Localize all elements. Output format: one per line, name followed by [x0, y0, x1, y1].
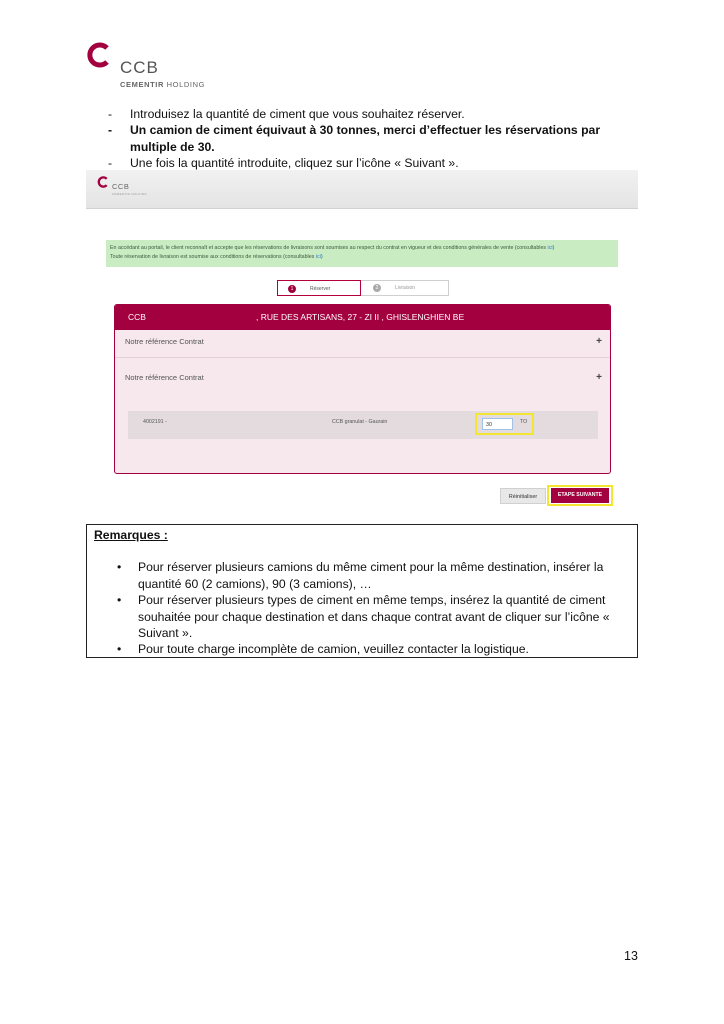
expand-icon[interactable]: +	[596, 336, 602, 347]
remark-item: • Pour réserver plusieurs types de ciment en même temps, insérez la quantité de ciment souhaitée pour chaque destination et dans chaque contrat avant de cliquer sur l’icône « Suivant ».	[117, 593, 610, 640]
contract-section[interactable]: Notre référence Contrat +	[125, 372, 602, 383]
reservation-panel	[114, 304, 611, 474]
terms-notice: En accédant au portail, le client reconnaît et accepte que les réservations de livraisons sont soumises au respect du contrat en vigueur et des conditions générales de vente (consultables ici) Toute réservation de livraison est soumise aux conditions de réservations (consultables ici)	[106, 240, 618, 267]
reset-button[interactable]: Réinitialiser	[500, 488, 546, 504]
next-step-button[interactable]: ETAPE SUIVANTE	[551, 488, 609, 503]
instruction-item: - Introduisez la quantité de ciment que vous souhaitez réserver.	[108, 107, 465, 121]
expand-icon[interactable]: +	[596, 372, 602, 383]
contract-reference: 4002191 -	[143, 419, 167, 425]
page-number: 13	[624, 949, 638, 963]
reservation-conditions-link[interactable]: ici	[315, 253, 321, 260]
remarks-box	[86, 524, 638, 658]
remark-item: • Pour réserver plusieurs camions du même ciment pour la même destination, insérer la quantité 60 (2 camions), 90 (3 camions), …	[117, 560, 604, 591]
instruction-item: - Une fois la quantité introduite, cliquez sur l’icône « Suivant ».	[108, 156, 459, 170]
portal-logo-icon	[97, 176, 109, 188]
quantity-input[interactable]: 30	[482, 418, 513, 430]
product-name: CCB granulat - Gaurain	[332, 419, 388, 425]
logo-subtitle: CEMENTIR HOLDING	[120, 80, 206, 89]
terms-link[interactable]: ici	[547, 245, 553, 251]
step-reserver[interactable]: 1 Réserver	[277, 280, 361, 296]
remark-item: • Pour toute charge incomplète de camion, veuillez contacter la logistique.	[117, 642, 529, 656]
remarks-title: Remarques :	[94, 528, 168, 542]
quantity-unit: TO	[520, 419, 528, 425]
divider	[115, 357, 610, 358]
instruction-item: - Un camion de ciment équivaut à 30 tonnes, merci d’effectuer les réservations par multiple de 30.	[108, 123, 601, 154]
client-name: CCB	[128, 312, 146, 322]
step-livraison[interactable]: 2 Livraison	[363, 281, 447, 295]
logo-name: CCB	[120, 58, 159, 77]
contract-row	[128, 411, 598, 439]
contract-section[interactable]: Notre référence Contrat +	[125, 336, 602, 347]
portal-logo-name: CCB	[112, 182, 130, 191]
portal-logo-subtitle: CEMENTIR HOLDING	[112, 192, 147, 196]
ccb-logo-icon	[86, 42, 112, 68]
panel-header	[115, 305, 610, 330]
portal-header	[86, 170, 638, 209]
client-address: , RUE DES ARTISANS, 27 - ZI II , GHISLENGHIEN BE	[256, 312, 465, 322]
step-indicator	[277, 280, 449, 296]
